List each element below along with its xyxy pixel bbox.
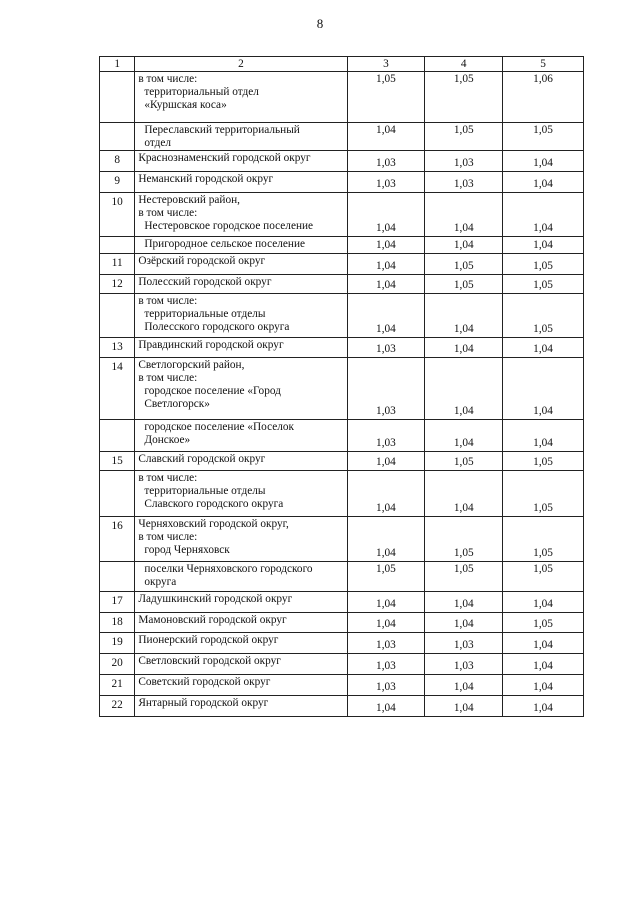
coefficient-cell-c3: 1,03	[347, 654, 425, 675]
table-row	[100, 452, 584, 471]
territory-name-cell	[135, 613, 347, 633]
row-number-cell: 19	[100, 633, 135, 654]
territory-name-line: Янтарный городской округ	[138, 697, 269, 709]
territory-name-line: Переславский территориальный	[144, 124, 300, 136]
row-number-cell	[100, 237, 135, 254]
coefficient-cell-c5: 1,04	[503, 420, 584, 452]
territory-name-line: в том числе:	[138, 207, 198, 219]
territory-name-line: в том числе:	[138, 372, 198, 384]
page-number: 8	[316, 16, 324, 31]
coefficient-cell-c3: 1,03	[347, 675, 425, 696]
coefficient-cell-c3: 1,04	[347, 696, 425, 717]
territory-name-line: Правдинский городской округ	[138, 339, 284, 351]
row-number-cell: 13	[100, 338, 135, 358]
coefficient-cell-c4: 1,05	[425, 275, 503, 294]
coefficient-cell-c4: 1,04	[425, 420, 503, 452]
coefficient-cell-c5: 1,05	[503, 562, 584, 592]
table-row	[100, 675, 584, 696]
column-header: 4	[425, 57, 503, 72]
coefficient-cell-c5: 1,05	[503, 275, 584, 294]
territory-name-cell	[135, 294, 347, 338]
coefficient-cell-c4: 1,04	[425, 675, 503, 696]
table-row	[100, 517, 584, 562]
column-header: 3	[347, 57, 425, 72]
coefficient-cell-c4: 1,04	[425, 592, 503, 613]
coefficient-cell-c3: 1,04	[347, 452, 425, 471]
table-row	[100, 358, 584, 420]
column-header: 5	[503, 57, 584, 72]
territory-name-line: «Куршская коса»	[144, 99, 227, 111]
territory-name-line: Светлогорск»	[144, 398, 210, 410]
coefficient-cell-c4: 1,05	[425, 562, 503, 592]
coefficient-cell-c4: 1,04	[425, 193, 503, 237]
coefficient-cell-c3: 1,03	[347, 172, 425, 193]
territory-name-cell	[135, 172, 347, 193]
coefficient-cell-c5: 1,04	[503, 675, 584, 696]
territory-name-line: территориальные отделы	[144, 308, 266, 320]
territory-name-line: Пионерский городской округ	[138, 634, 279, 646]
coefficient-cell-c4: 1,04	[425, 696, 503, 717]
territory-name-line: Полесский городской округ	[138, 276, 272, 288]
coefficient-cell-c5: 1,05	[503, 294, 584, 338]
territory-name-cell	[135, 562, 347, 592]
coefficient-cell-c5: 1,04	[503, 654, 584, 675]
row-number-cell: 10	[100, 193, 135, 237]
territory-name-cell	[135, 696, 347, 717]
territory-name-line: Пригородное сельское поселение	[144, 238, 306, 250]
coefficient-cell-c5: 1,05	[503, 123, 584, 151]
coefficient-cell-c5: 1,04	[503, 237, 584, 254]
coefficient-cell-c5: 1,04	[503, 151, 584, 172]
coefficient-cell-c5: 1,05	[503, 613, 584, 633]
territory-name-line: город Черняховск	[144, 544, 230, 556]
table-row	[100, 254, 584, 275]
coefficient-cell-c5: 1,04	[503, 358, 584, 420]
table-row	[100, 151, 584, 172]
table-row	[100, 338, 584, 358]
coefficient-cell-c3: 1,04	[347, 123, 425, 151]
territory-name-cell	[135, 654, 347, 675]
territory-name-cell	[135, 633, 347, 654]
row-number-cell: 14	[100, 358, 135, 420]
coefficient-cell-c4: 1,03	[425, 654, 503, 675]
table-row	[100, 471, 584, 517]
coefficient-cell-c5: 1,04	[503, 633, 584, 654]
coefficient-cell-c4: 1,04	[425, 358, 503, 420]
coefficient-cell-c3: 1,04	[347, 193, 425, 237]
coefficient-cell-c4: 1,04	[425, 613, 503, 633]
territory-name-cell	[135, 675, 347, 696]
table-row	[100, 633, 584, 654]
table-row	[100, 654, 584, 675]
coefficient-cell-c5: 1,04	[503, 193, 584, 237]
territory-name-line: в том числе:	[138, 73, 198, 85]
territory-name-cell	[135, 420, 347, 452]
territory-name-line: поселки Черняховского городского	[144, 563, 313, 575]
coefficient-cell-c3: 1,03	[347, 358, 425, 420]
territory-name-line: Славский городской округ	[138, 453, 266, 465]
coefficient-cell-c4: 1,03	[425, 172, 503, 193]
table-row	[100, 613, 584, 633]
territory-name-line: Советский городской округ	[138, 676, 271, 688]
territory-name-line: округа	[144, 576, 177, 588]
territory-name-cell	[135, 452, 347, 471]
territory-name-line: городское поселение «Поселок	[144, 421, 295, 433]
territory-name-line: Черняховский городской округ,	[138, 518, 289, 530]
territory-name-cell	[135, 275, 347, 294]
table-row	[100, 562, 584, 592]
row-number-cell	[100, 471, 135, 517]
coefficient-cell-c4: 1,05	[425, 517, 503, 562]
territory-name-cell	[135, 237, 347, 254]
table-row	[100, 193, 584, 237]
territory-name-cell	[135, 254, 347, 275]
row-number-cell: 16	[100, 517, 135, 562]
territory-name-cell	[135, 151, 347, 172]
coefficient-cell-c3: 1,04	[347, 592, 425, 613]
coefficient-cell-c3: 1,03	[347, 420, 425, 452]
coefficient-cell-c3: 1,05	[347, 562, 425, 592]
row-number-cell: 9	[100, 172, 135, 193]
row-number-cell: 15	[100, 452, 135, 471]
row-number-cell	[100, 420, 135, 452]
territory-name-line: Полесского городского округа	[144, 321, 290, 333]
coefficient-cell-c3: 1,03	[347, 338, 425, 358]
coefficient-cell-c3: 1,04	[347, 613, 425, 633]
coefficient-cell-c5: 1,05	[503, 517, 584, 562]
table-row	[100, 123, 584, 151]
coefficient-cell-c5: 1,05	[503, 254, 584, 275]
coefficient-cell-c3: 1,05	[347, 72, 425, 123]
territory-name-line: Ладушкинский городской округ	[138, 593, 293, 605]
territory-name-line: в том числе:	[138, 472, 198, 484]
row-number-cell	[100, 294, 135, 338]
coefficient-cell-c5: 1,04	[503, 592, 584, 613]
table-row	[100, 420, 584, 452]
territory-name-line: в том числе:	[138, 295, 198, 307]
territory-name-line: Нестеровский район,	[138, 194, 240, 206]
coefficient-cell-c3: 1,04	[347, 237, 425, 254]
territory-name-line: Неманский городской округ	[138, 173, 274, 185]
territory-name-cell	[135, 193, 347, 237]
territory-name-line: отдел	[144, 137, 172, 149]
row-number-cell: 11	[100, 254, 135, 275]
territory-name-line: Донское»	[144, 434, 191, 446]
table-row	[100, 72, 584, 123]
table-row	[100, 696, 584, 717]
territory-name-line: территориальные отделы	[144, 485, 266, 497]
row-number-cell: 17	[100, 592, 135, 613]
coefficient-cell-c3: 1,04	[347, 275, 425, 294]
coefficient-cell-c3: 1,04	[347, 254, 425, 275]
row-number-cell: 20	[100, 654, 135, 675]
coefficient-cell-c5: 1,04	[503, 696, 584, 717]
coefficients-table	[99, 56, 584, 717]
coefficient-cell-c3: 1,04	[347, 294, 425, 338]
coefficient-cell-c3: 1,03	[347, 151, 425, 172]
row-number-cell	[100, 72, 135, 123]
column-header: 2	[135, 57, 347, 72]
territory-name-line: в том числе:	[138, 531, 198, 543]
table-row	[100, 172, 584, 193]
coefficient-cell-c4: 1,04	[425, 471, 503, 517]
table-row	[100, 294, 584, 338]
row-number-cell: 8	[100, 151, 135, 172]
territory-name-line: Краснознаменский городской округ	[138, 152, 311, 164]
row-number-cell	[100, 123, 135, 151]
header-row	[100, 57, 584, 72]
coefficient-cell-c3: 1,04	[347, 517, 425, 562]
table-row	[100, 592, 584, 613]
row-number-cell	[100, 562, 135, 592]
column-header: 1	[100, 57, 135, 72]
row-number-cell: 21	[100, 675, 135, 696]
coefficient-cell-c3: 1,04	[347, 471, 425, 517]
territory-name-cell	[135, 72, 347, 123]
coefficient-cell-c4: 1,04	[425, 237, 503, 254]
territory-name-cell	[135, 358, 347, 420]
table-row	[100, 237, 584, 254]
territory-name-line: Славского городского округа	[144, 498, 284, 510]
territory-name-cell	[135, 123, 347, 151]
territory-name-line: Светлогорский район,	[138, 359, 245, 371]
territory-name-cell	[135, 338, 347, 358]
territory-name-cell	[135, 517, 347, 562]
row-number-cell: 18	[100, 613, 135, 633]
coefficient-cell-c5: 1,04	[503, 338, 584, 358]
territory-name-line: Мамоновский городской округ	[138, 614, 287, 626]
coefficient-cell-c4: 1,05	[425, 452, 503, 471]
territory-name-line: Светловский городской округ	[138, 655, 281, 667]
coefficient-cell-c4: 1,05	[425, 72, 503, 123]
territory-name-line: Озёрский городской округ	[138, 255, 266, 267]
coefficient-cell-c4: 1,04	[425, 294, 503, 338]
table-row	[100, 275, 584, 294]
coefficient-cell-c5: 1,05	[503, 452, 584, 471]
territory-name-line: городское поселение «Город	[144, 385, 281, 397]
territory-name-cell	[135, 471, 347, 517]
territory-name-line: территориальный отдел	[144, 86, 259, 98]
coefficient-cell-c4: 1,04	[425, 338, 503, 358]
coefficient-cell-c4: 1,03	[425, 633, 503, 654]
row-number-cell: 12	[100, 275, 135, 294]
coefficient-cell-c5: 1,06	[503, 72, 584, 123]
coefficient-cell-c3: 1,03	[347, 633, 425, 654]
row-number-cell: 22	[100, 696, 135, 717]
territory-name-line: Нестеровское городское поселение	[144, 220, 314, 232]
coefficient-cell-c4: 1,05	[425, 123, 503, 151]
coefficient-cell-c4: 1,05	[425, 254, 503, 275]
coefficient-cell-c5: 1,04	[503, 172, 584, 193]
territory-name-cell	[135, 592, 347, 613]
coefficient-cell-c5: 1,05	[503, 471, 584, 517]
coefficient-cell-c4: 1,03	[425, 151, 503, 172]
